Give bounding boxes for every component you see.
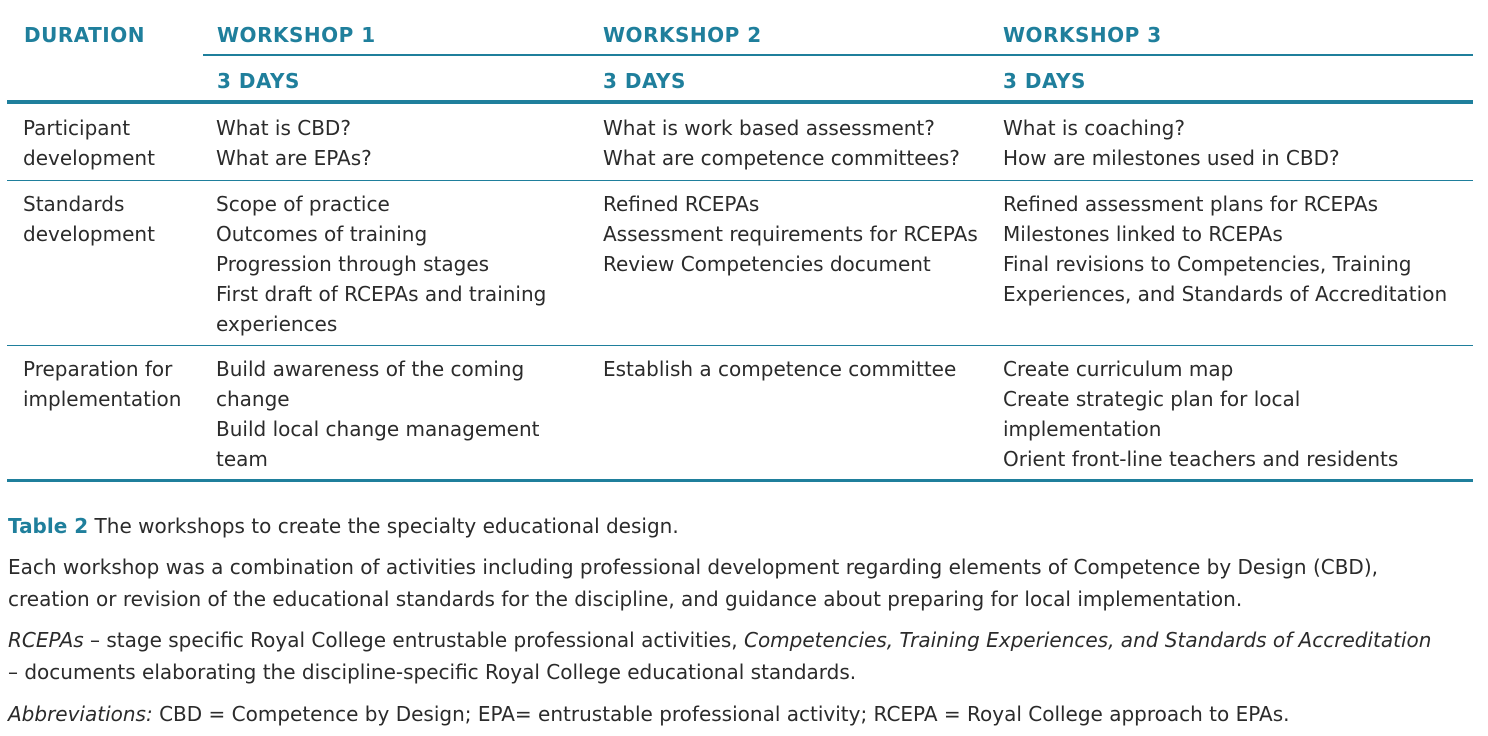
row-preparation-w1: Build awareness of the coming change Build local change management team [216, 357, 540, 471]
abbreviations-note [8, 698, 1289, 730]
rcepa-note-line-2: – documents elaborating the discipline-specific Royal College educational standards. [8, 660, 857, 684]
table-title: The workshops to create the specialty educational design. [88, 514, 679, 538]
header-bottom-rule [7, 100, 1473, 104]
row-divider-2 [7, 345, 1473, 346]
header-days-1: 3 DAYS [217, 69, 300, 93]
header-divider [203, 54, 1473, 56]
row-standards-w2: Refined RCEPAs Assessment requirements for RCEPAs Review Competencies document [603, 192, 978, 276]
row-divider-1 [7, 180, 1473, 181]
row-preparation-w2: Establish a competence committee [603, 357, 957, 381]
abbreviations-label: Abbreviations: [8, 702, 153, 726]
header-days-3: 3 DAYS [1003, 69, 1086, 93]
header-days-2: 3 DAYS [603, 69, 686, 93]
row-preparation-w3: Create curriculum map Create strategic plan for local implementation Orient front-line teachers and residents [1003, 357, 1399, 471]
header-workshop-1: WORKSHOP 1 [217, 23, 376, 47]
table-caption [8, 510, 679, 542]
table-bottom-rule [7, 479, 1473, 482]
row-standards-w3: Refined assessment plans for RCEPAs Milestones linked to RCEPAs Final revisions to Competencies, Training Experiences, and Standards of Accreditation [1003, 192, 1448, 306]
row-participant-w3: What is coaching? How are milestones used in CBD? [1003, 116, 1340, 170]
rcepa-definition: – stage specific Royal College entrustable professional activities, [83, 628, 744, 652]
rcepa-term: RCEPAs [8, 628, 84, 652]
header-duration: DURATION [24, 23, 145, 47]
row-preparation-label: Preparation for implementation [23, 357, 182, 411]
row-participant-w1: What is CBD? What are EPAs? [216, 116, 372, 170]
description-line-1: Each workshop was a combination of activities including professional development regarding elements of Competence by Design (CBD), [8, 555, 1378, 579]
document-title: Competencies, Training Experiences, and Standards of Accreditation [743, 628, 1432, 652]
header-workshop-3: WORKSHOP 3 [1003, 23, 1162, 47]
rcepa-note-line-1 [8, 624, 1431, 656]
row-standards-label: Standards development [23, 192, 155, 246]
row-standards-w1: Scope of practice Outcomes of training Progression through stages First draft of RCEPAs and training experiences [216, 192, 547, 336]
description-line-2: creation or revision of the educational standards for the discipline, and guidance about preparing for local implementation. [8, 587, 1243, 611]
row-participant-label: Participant development [23, 116, 155, 170]
table-label: Table 2 [8, 514, 89, 538]
abbreviations-text: CBD = Competence by Design; EPA= entrustable professional activity; RCEPA = Royal College approach to EPAs. [152, 702, 1290, 726]
header-workshop-2: WORKSHOP 2 [603, 23, 762, 47]
row-participant-w2: What is work based assessment? What are competence committees? [603, 116, 960, 170]
